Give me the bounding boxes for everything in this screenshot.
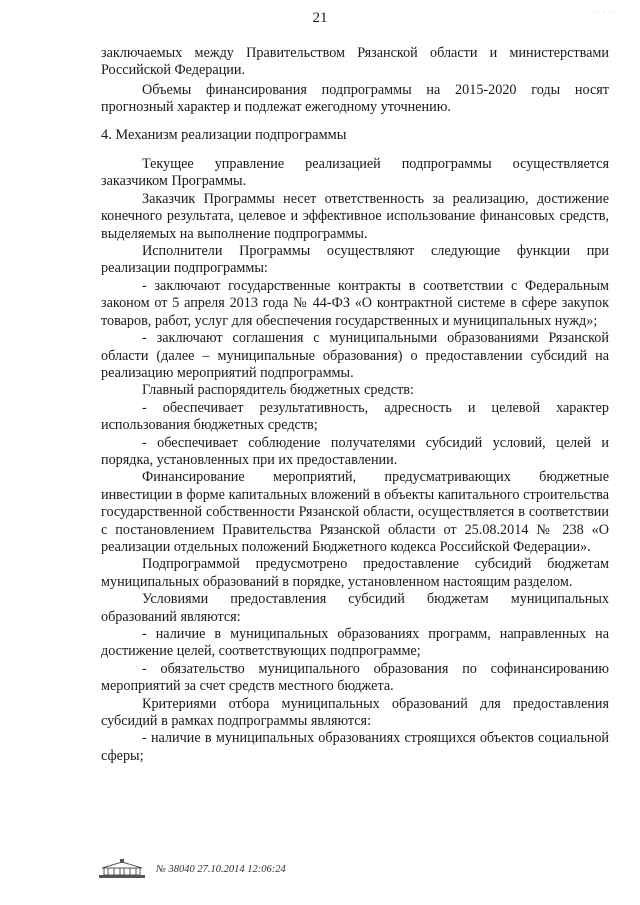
paragraph: Заказчик Программы несет ответственность за реализацию, достижение конечного результата, целевое и эффективное использование финансовых средств, выделяемых на выполнение подпрограммы.	[101, 190, 609, 242]
list-item: - обеспечивает результативность, адресность и целевой характер использования бюджетных средств;	[101, 399, 609, 434]
paragraph: Текущее управление реализацией подпрограммы осуществляется заказчиком Программы.	[101, 156, 609, 190]
paragraph: Условиями предоставления субсидий бюджетам муниципальных образований являются:	[101, 591, 609, 625]
paragraph: Финансирование мероприятий, предусматривающих бюджетные инвестиции в форме капитальных вложений в объекты капитального строительства государственной собственности Рязанской области, осуществляется в соответствии с постановлением Правительства Рязанской области от 25.08.2014 № 238 «О реализации отдельных положений Бюджетного кодекса Российской Федерации».	[101, 469, 609, 555]
paragraph: заключаемых между Правительством Рязанской области и министерствами Российской Федерации.	[101, 45, 609, 79]
list-item: - заключают государственные контракты в соответствии с Федеральным законом от 5 апреля 2013 года № 44-ФЗ «О контрактной системе в сфере закупок товаров, работ, услуг для обеспечения государственных и муниципальных нужд»;	[101, 277, 609, 329]
list-item: - обязательство муниципального образования по софинансированию мероприятий за счет средств местного бюджета.	[101, 660, 609, 695]
page-number: 21	[312, 10, 328, 26]
paragraph: Подпрограммой предусмотрено предоставление субсидий бюджетам муниципальных образований в порядке, установленном настоящим разделом.	[101, 556, 609, 590]
list-item: - наличие в муниципальных образованиях программ, направленных на достижение целей, соответствующих подпрограмме;	[101, 626, 609, 660]
document-body	[101, 45, 609, 765]
list-item: - обеспечивает соблюдение получателями субсидий условий, целей и порядка, установленных при их предоставлении.	[101, 434, 609, 468]
paragraph: Главный распорядитель бюджетных средств:	[142, 382, 414, 399]
scan-artifact: . . . . .	[591, 6, 618, 15]
document-registration-id: № 38040 27.10.2014 12:06:24	[156, 863, 286, 875]
section-title: 4. Механизм реализации подпрограммы	[101, 126, 347, 143]
document-footer	[98, 858, 286, 880]
list-item: - наличие в муниципальных образованиях строящихся объектов социальной сферы;	[101, 730, 609, 764]
paragraph: Исполнители Программы осуществляют следующие функции при реализации подпрограммы:	[101, 243, 609, 277]
government-building-stamp-icon	[98, 859, 146, 879]
paragraph: Критериями отбора муниципальных образований для предоставления субсидий в рамках подпрограммы являются:	[101, 695, 609, 730]
list-item: - заключают соглашения с муниципальными образованиями Рязанской области (далее – муниципальные образования) о предоставлении субсидий на реализацию мероприятий подпрограммы.	[101, 330, 609, 381]
paragraph: Объемы финансирования подпрограммы на 2015-2020 годы носят прогнозный характер и подлежат ежегодному уточнению.	[101, 81, 609, 116]
